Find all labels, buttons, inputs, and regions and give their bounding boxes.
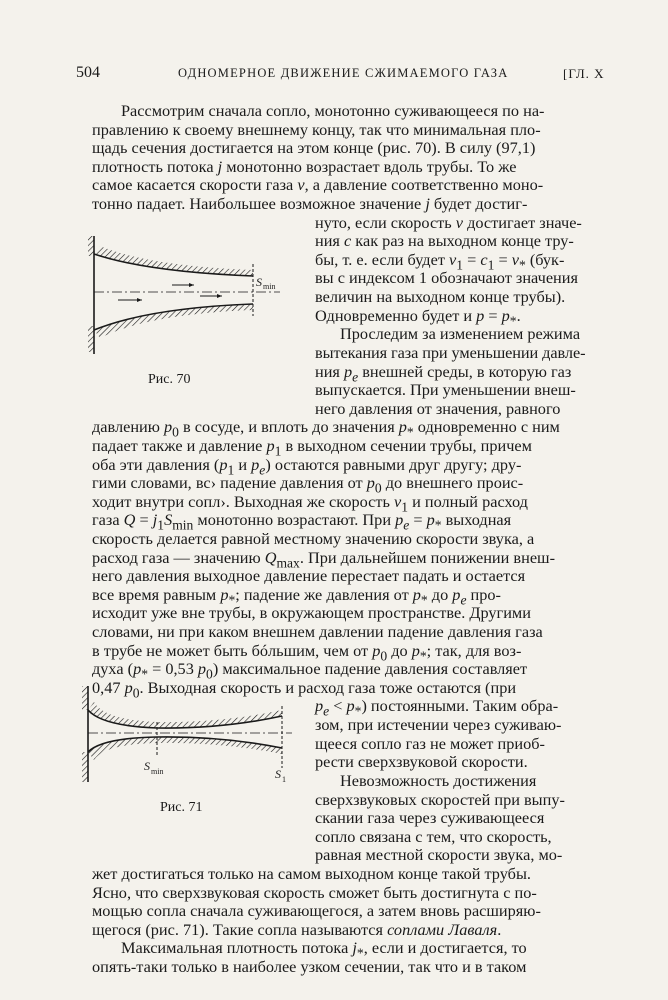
text-line: скании газа через суживающееся bbox=[315, 808, 545, 828]
text-line: опять-таки только в наиболее узком сечении, так что и в таком bbox=[92, 957, 527, 976]
fig71-smin-label: S bbox=[144, 759, 150, 773]
text-line: самое касается скорости газа v, а давление соответственно моно- bbox=[92, 175, 544, 195]
text-line: Одновременно будет и $p = p_*$. bbox=[315, 305, 521, 328]
figure-71-caption: Рис. 71 bbox=[160, 800, 203, 815]
text-line: ния $p_e$ внешней среды, в которую газ bbox=[315, 361, 572, 384]
text-line: в трубе не может быть бóльшим, чем от $p_0$ до $p_*$; так, для воз- bbox=[92, 640, 522, 663]
text-line: Ясно, что сверхзвуковая скорость сможет быть достигнута с по- bbox=[92, 882, 537, 902]
text-line: Рассмотрим сначала сопло, монотонно суживающееся по на- bbox=[121, 101, 545, 120]
text-line: падает также и давление $p_1$ в выходном сечении трубы, причем bbox=[92, 435, 532, 459]
chapter-marker: [ГЛ. X bbox=[563, 66, 605, 81]
text-line: скорость делается равной местному значению скорости звука, а bbox=[92, 529, 535, 548]
text-line: равная местной скорости звука, мо- bbox=[315, 845, 563, 865]
text-line: 0,47 $p_0$. Выходная скорость и расход газа тоже остаются (при bbox=[92, 677, 517, 701]
text-line: него давления выходное давление перестает падать и остается bbox=[92, 566, 526, 586]
text-line: ния c как раз на выходном конце тру- bbox=[315, 231, 574, 251]
fig71-smin-subscript: min bbox=[151, 767, 164, 776]
text-line: рести сверхзвуковой скорости. bbox=[315, 752, 528, 772]
text-line: Проследим за изменением режима bbox=[340, 324, 581, 344]
text-line: Максимальная плотность потока $j_*$, если и достигается, то bbox=[121, 938, 527, 961]
text-line: Невозможность достижения bbox=[340, 770, 537, 790]
page-number: 504 bbox=[76, 64, 100, 81]
text-line: щадь сечения достигается на этом конце (рис. 70). В силу (97,1) bbox=[92, 138, 536, 158]
text-line: выпускается. При уменьшении внеш- bbox=[315, 380, 576, 400]
text-line: расход газа — значению $Q_{max}$. При дальнейшем понижении внеш- bbox=[92, 547, 556, 570]
fig71-s1-label: S bbox=[275, 767, 281, 781]
text-line: газа $Q = j_1S_{min}$ монотонно возрастают. При $p_e = p_*$ выходная bbox=[92, 510, 512, 533]
text-line: него давления от значения, равного bbox=[315, 398, 561, 418]
text-line: мощью сопла сначала суживающегося, а затем вновь расширяю- bbox=[92, 901, 541, 921]
text-line: гими словами, вс› падение давления от $p_0$ до внешнего проис- bbox=[92, 473, 524, 496]
text-line: все время равным $p_*$; падение же давления от $p_*$ до $p_e$ про- bbox=[92, 584, 501, 608]
figure-70-caption: Рис. 70 bbox=[148, 372, 191, 387]
text-line: $p_e < p_*$) постоянными. Таким обра- bbox=[315, 696, 559, 719]
text-line: оба эти давления ($p_1$ и $p_e$) остаются равными друг другу; дру- bbox=[92, 454, 522, 477]
fig70-smin-label: S bbox=[256, 275, 262, 289]
text-line: вы с индексом 1 обозначают значения bbox=[315, 268, 578, 288]
text-line: словами, ни при каком внешнем давлении падение давления газа bbox=[92, 622, 543, 642]
running-title: ОДНОМЕРНОЕ ДВИЖЕНИЕ СЖИМАЕМОГО ГАЗА bbox=[178, 66, 509, 80]
text-line: тонно падает. Наибольшее возможное значение j будет достиг- bbox=[92, 194, 528, 214]
text-line: щегося (рис. 71). Такие сопла называются соплами Лаваля. bbox=[92, 919, 502, 939]
figure-70-converging-nozzle bbox=[88, 234, 282, 354]
text-line: жет достигаться только на самом выходном конце такой трубы. bbox=[92, 863, 531, 883]
text-line: вытекания газа при уменьшении давле- bbox=[315, 342, 586, 362]
text-line: нуто, если скорость v достигает значе- bbox=[315, 212, 582, 232]
text-line: щееся сопло газ не может приоб- bbox=[315, 733, 545, 753]
text-line: зом, при истечении через суживаю- bbox=[315, 715, 562, 735]
fig70-smin-subscript: min bbox=[263, 282, 276, 291]
text-line: исходит уже вне трубы, в окружающем пространстве. Другими bbox=[92, 603, 531, 623]
text-line: правлению к своему внешнему концу, так что минимальная пло- bbox=[92, 119, 541, 139]
text-line: бы, т. е. если будет $v_1 = c_1 = v_*$ (бук- bbox=[315, 249, 565, 273]
running-header bbox=[0, 64, 668, 86]
text-line: плотность потока j монотонно возрастает вдоль трубы. То же bbox=[92, 156, 517, 176]
text-line: сверхзвуковых скоростей при выпу- bbox=[315, 789, 565, 809]
text-line: ходит внутри сопл›. Выходная же скорость $v_1$ и полный расход bbox=[92, 491, 528, 515]
fig71-s1-subscript: 1 bbox=[282, 775, 286, 784]
text-line: давлению $p_0$ в сосуде, и вплоть до значения $p_*$ одновременно с ним bbox=[92, 417, 560, 440]
text-line: сопло связана с тем, что скорость, bbox=[315, 826, 552, 846]
text-line: духа ($p_* = 0,53$ $p_0$) максимальное падение давления составляет bbox=[92, 659, 528, 682]
text-line: величин на выходном конце трубы). bbox=[315, 287, 566, 307]
